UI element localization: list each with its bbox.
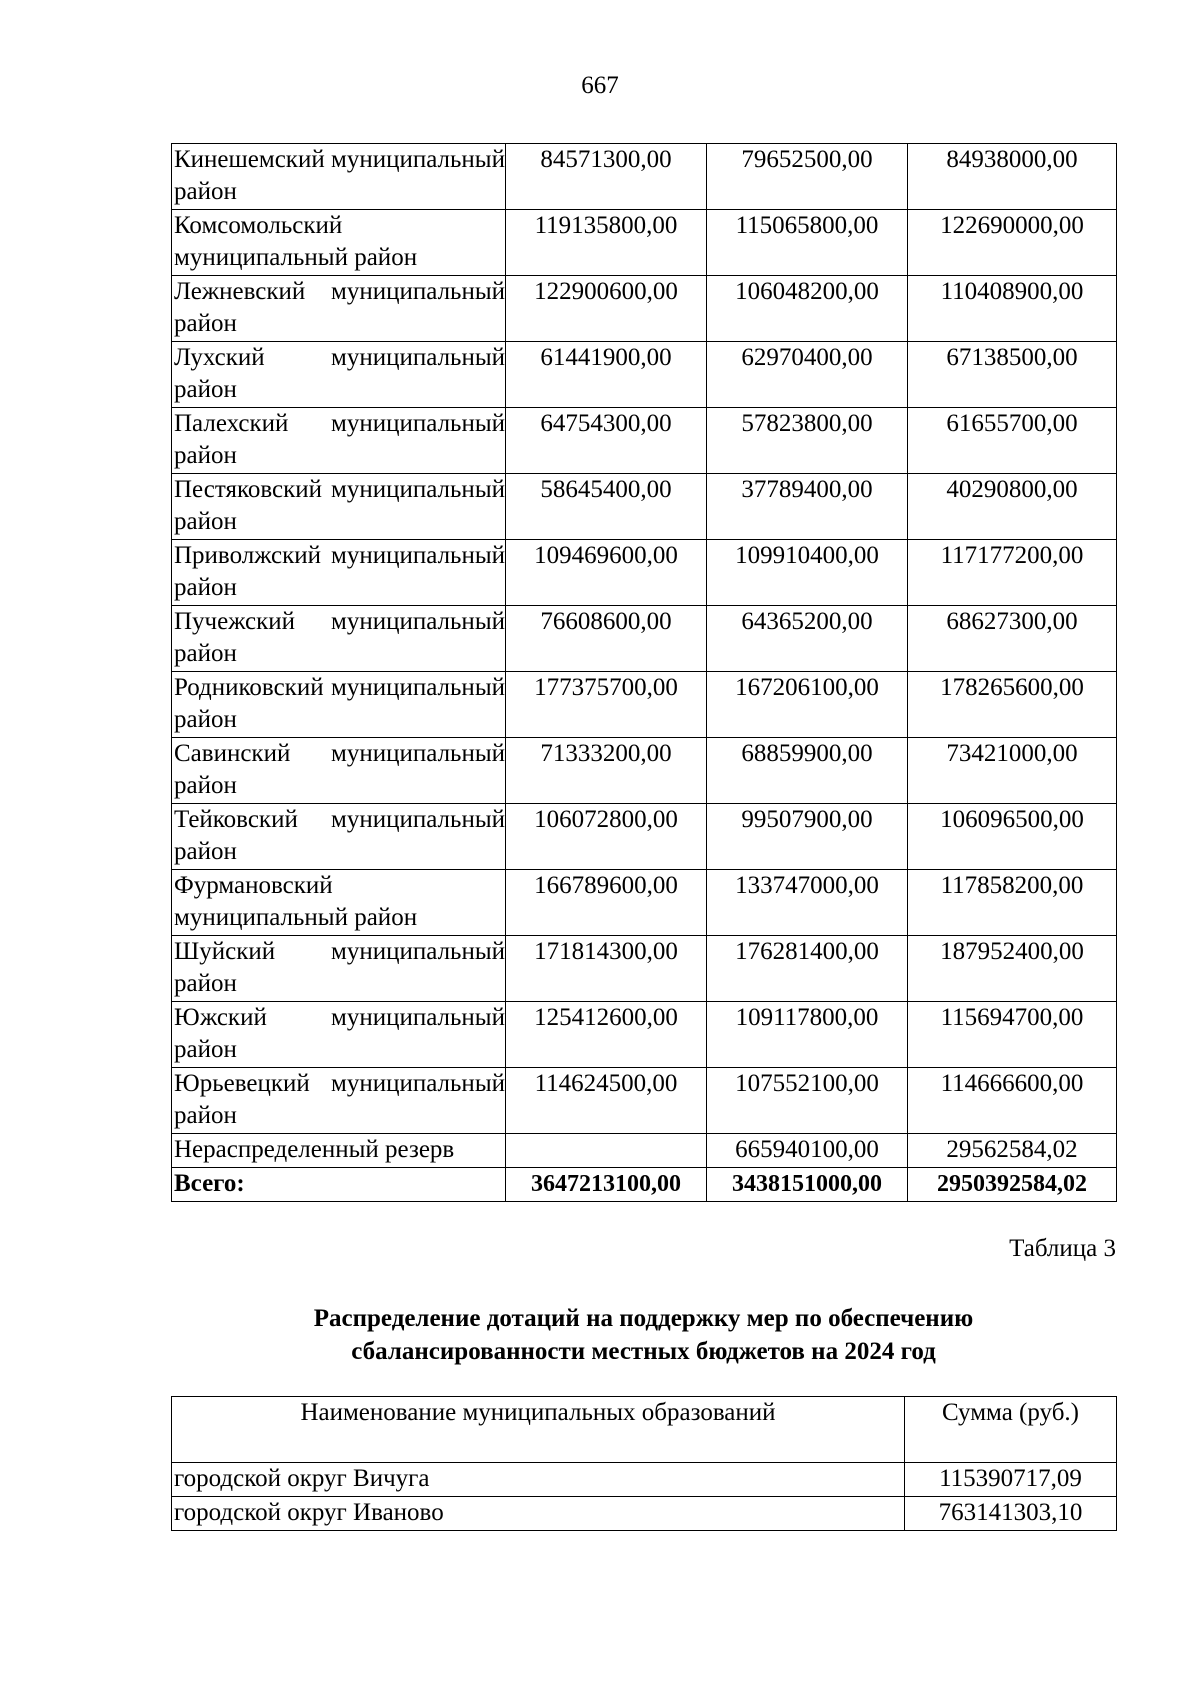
table-row xyxy=(172,738,1117,804)
amount-2025: 115065800,00 xyxy=(707,210,908,276)
municipality-name: Кинешемский муниципальный район xyxy=(172,144,506,210)
column-header-sum: Сумма (руб.) xyxy=(905,1397,1117,1463)
amount-2026: 122690000,00 xyxy=(908,210,1117,276)
amount-2024: 58645400,00 xyxy=(506,474,707,540)
amount-2026: 115694700,00 xyxy=(908,1002,1117,1068)
amount-2025: 62970400,00 xyxy=(707,342,908,408)
subsidy-table xyxy=(171,1396,1117,1531)
amount-2026: 178265600,00 xyxy=(908,672,1117,738)
amount-2025: 64365200,00 xyxy=(707,606,908,672)
table-row xyxy=(172,474,1117,540)
table-row xyxy=(172,606,1117,672)
municipality-name: Савинский муниципальный район xyxy=(172,738,506,804)
municipality-name: Южский муниципальный район xyxy=(172,1002,506,1068)
amount-2025: 109910400,00 xyxy=(707,540,908,606)
amount-2025: 57823800,00 xyxy=(707,408,908,474)
amount-2024: 171814300,00 xyxy=(506,936,707,1002)
table-row xyxy=(172,144,1117,210)
header-row xyxy=(172,1397,1117,1463)
table-row xyxy=(172,672,1117,738)
amount-2026: 114666600,00 xyxy=(908,1068,1117,1134)
table-row xyxy=(172,1497,1117,1531)
municipality-name: Приволжский муниципальный район xyxy=(172,540,506,606)
amount-2026: 117858200,00 xyxy=(908,870,1117,936)
table-row xyxy=(172,408,1117,474)
total-2024: 3647213100,00 xyxy=(506,1168,707,1202)
municipality-name: Лухский муниципальный район xyxy=(172,342,506,408)
amount-2025: 176281400,00 xyxy=(707,936,908,1002)
municipality-name: Пучежский муниципальный район xyxy=(172,606,506,672)
amount: 115390717,09 xyxy=(905,1463,1117,1497)
amount-2025: 79652500,00 xyxy=(707,144,908,210)
amount-2024: 64754300,00 xyxy=(506,408,707,474)
budget-table xyxy=(171,143,1117,1202)
amount-2024: 125412600,00 xyxy=(506,1002,707,1068)
amount: 763141303,10 xyxy=(905,1497,1117,1531)
amount-2026: 73421000,00 xyxy=(908,738,1117,804)
municipality-name: Родниковский муниципальный район xyxy=(172,672,506,738)
municipality-name: Комсомольский муниципальный район xyxy=(172,210,506,276)
amount-2024: 109469600,00 xyxy=(506,540,707,606)
amount-2026: 187952400,00 xyxy=(908,936,1117,1002)
amount-2024: 119135800,00 xyxy=(506,210,707,276)
table-heading xyxy=(171,1302,1116,1368)
heading-line: сбалансированности местных бюджетов на 2024 год xyxy=(351,1338,936,1365)
amount-2024: 166789600,00 xyxy=(506,870,707,936)
table-label: Таблица 3 xyxy=(1009,1235,1116,1262)
amount-2024: 71333200,00 xyxy=(506,738,707,804)
table-row xyxy=(172,342,1117,408)
amount-2025: 107552100,00 xyxy=(707,1068,908,1134)
table-row xyxy=(172,540,1117,606)
municipality-name: Юрьевецкий муниципальный район xyxy=(172,1068,506,1134)
municipality-name: Шуйский муниципальный район xyxy=(172,936,506,1002)
table-row xyxy=(172,276,1117,342)
amount-2024: 76608600,00 xyxy=(506,606,707,672)
amount-2025: 37789400,00 xyxy=(707,474,908,540)
municipality-name: Лежневский муниципальный район xyxy=(172,276,506,342)
amount-2026: 117177200,00 xyxy=(908,540,1117,606)
amount-2026: 84938000,00 xyxy=(908,144,1117,210)
municipality-name: Тейковский муниципальный район xyxy=(172,804,506,870)
amount-2024: 84571300,00 xyxy=(506,144,707,210)
municipality-name: Палехский муниципальный район xyxy=(172,408,506,474)
amount-2026: 106096500,00 xyxy=(908,804,1117,870)
amount-2026: 61655700,00 xyxy=(908,408,1117,474)
municipality-name: городской округ Вичуга xyxy=(172,1463,905,1497)
total-row xyxy=(172,1168,1117,1202)
amount-2025: 167206100,00 xyxy=(707,672,908,738)
amount-2026: 67138500,00 xyxy=(908,342,1117,408)
page-number: 667 xyxy=(581,72,619,99)
amount-2024: 114624500,00 xyxy=(506,1068,707,1134)
total-2025: 3438151000,00 xyxy=(707,1168,908,1202)
table-row xyxy=(172,936,1117,1002)
amount-2025: 133747000,00 xyxy=(707,870,908,936)
amount-2025: 106048200,00 xyxy=(707,276,908,342)
amount-2026: 68627300,00 xyxy=(908,606,1117,672)
municipality-name: Фурмановский муниципальный район xyxy=(172,870,506,936)
amount-2024 xyxy=(506,1134,707,1168)
municipality-name: городской округ Иваново xyxy=(172,1497,905,1531)
column-header-name: Наименование муниципальных образований xyxy=(172,1397,905,1463)
amount-2024: 106072800,00 xyxy=(506,804,707,870)
amount-2025: 109117800,00 xyxy=(707,1002,908,1068)
municipality-name: Пестяковский муниципальный район xyxy=(172,474,506,540)
amount-2026: 110408900,00 xyxy=(908,276,1117,342)
heading-line: Распределение дотаций на поддержку мер по обеспечению xyxy=(313,1305,974,1332)
amount-2025: 99507900,00 xyxy=(707,804,908,870)
amount-2024: 177375700,00 xyxy=(506,672,707,738)
amount-2026: 29562584,02 xyxy=(908,1134,1117,1168)
total-label: Всего: xyxy=(172,1168,506,1202)
amount-2025: 68859900,00 xyxy=(707,738,908,804)
table-row xyxy=(172,210,1117,276)
reserve-label: Нераспределенный резерв xyxy=(172,1134,506,1168)
table-row xyxy=(172,1463,1117,1497)
table-row xyxy=(172,1002,1117,1068)
table-row xyxy=(172,870,1117,936)
total-2026: 2950392584,02 xyxy=(908,1168,1117,1202)
table-row xyxy=(172,1068,1117,1134)
amount-2024: 61441900,00 xyxy=(506,342,707,408)
amount-2025: 665940100,00 xyxy=(707,1134,908,1168)
reserve-row xyxy=(172,1134,1117,1168)
amount-2026: 40290800,00 xyxy=(908,474,1117,540)
amount-2024: 122900600,00 xyxy=(506,276,707,342)
table-row xyxy=(172,804,1117,870)
